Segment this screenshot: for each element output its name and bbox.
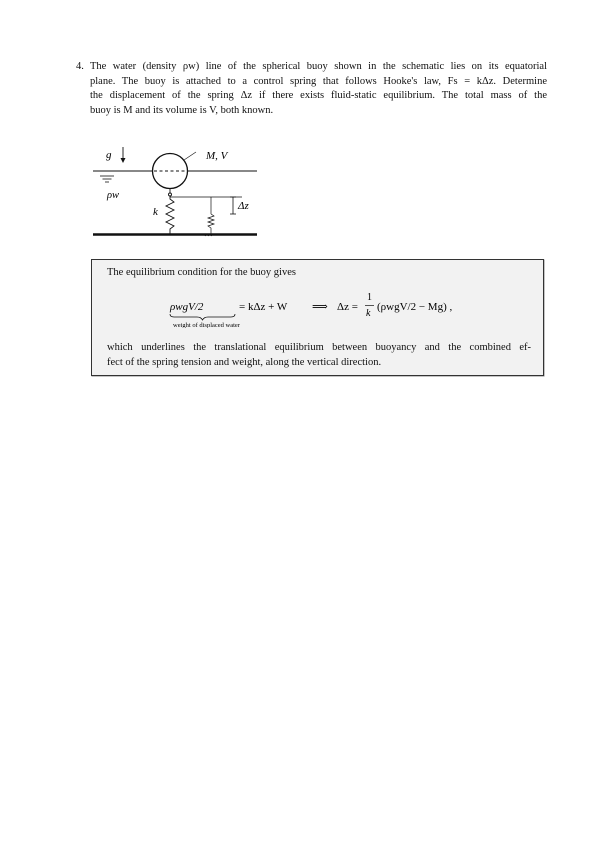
- equation-rhs: (ρwgV/2 − Mg) ,: [377, 301, 453, 313]
- solution-conclusion: [107, 341, 531, 370]
- buoy-label-leader: [184, 152, 196, 160]
- underbrace-label: weight of displaced water: [173, 322, 240, 328]
- problem-line-2: plane. The buoy is attached to a control spring that follows Hooke's law, Fs = kΔz. Determine: [90, 75, 547, 87]
- buoy-schematic: [88, 142, 263, 240]
- problem-text: [90, 60, 547, 118]
- fraction-denominator: k: [366, 308, 371, 319]
- conclusion-line-2: fect of the spring tension and weight, along the vertical direction.: [107, 356, 382, 368]
- solution-box: [91, 259, 544, 376]
- gravity-arrow-icon: [121, 147, 126, 163]
- problem-line-3: the displacement of the spring Δz if there exists fluid-static equilibrium. The total mass of the: [90, 90, 547, 101]
- displacement-label: Δz: [238, 200, 249, 212]
- underbrace-icon: [170, 314, 235, 320]
- equation-lhs: ρwgV/2: [170, 301, 204, 313]
- ground-spring-reference-icon: [205, 197, 216, 236]
- fraction-numerator: 1: [367, 292, 372, 303]
- spring-icon: [166, 189, 174, 235]
- equation-middle: = kΔz + W: [239, 301, 288, 313]
- displacement-dimension-icon: [230, 197, 236, 214]
- buoy-label: M, V: [206, 150, 228, 162]
- water-level-icon: [100, 176, 114, 182]
- conclusion-line-1: which underlines the translational equilibrium between buoyancy and the combined ef-: [107, 342, 531, 353]
- equilibrium-equation: [167, 288, 487, 328]
- problem-number: 4.: [76, 61, 84, 72]
- implies-symbol: ⟹: [312, 301, 328, 313]
- problem-line-1: The water (density ρw) line of the spherical buoy shown in the schematic lies on its equatorial: [90, 61, 547, 72]
- problem-statement: [76, 60, 547, 118]
- density-label: ρw: [107, 190, 120, 201]
- spring-constant-label: k: [153, 206, 158, 218]
- equation-rhs-prefix: Δz =: [337, 301, 358, 313]
- problem-line-4: buoy is M and its volume is V, both known.: [90, 104, 274, 116]
- solution-intro: The equilibrium condition for the buoy gives: [107, 267, 296, 278]
- gravity-label: g: [106, 149, 112, 161]
